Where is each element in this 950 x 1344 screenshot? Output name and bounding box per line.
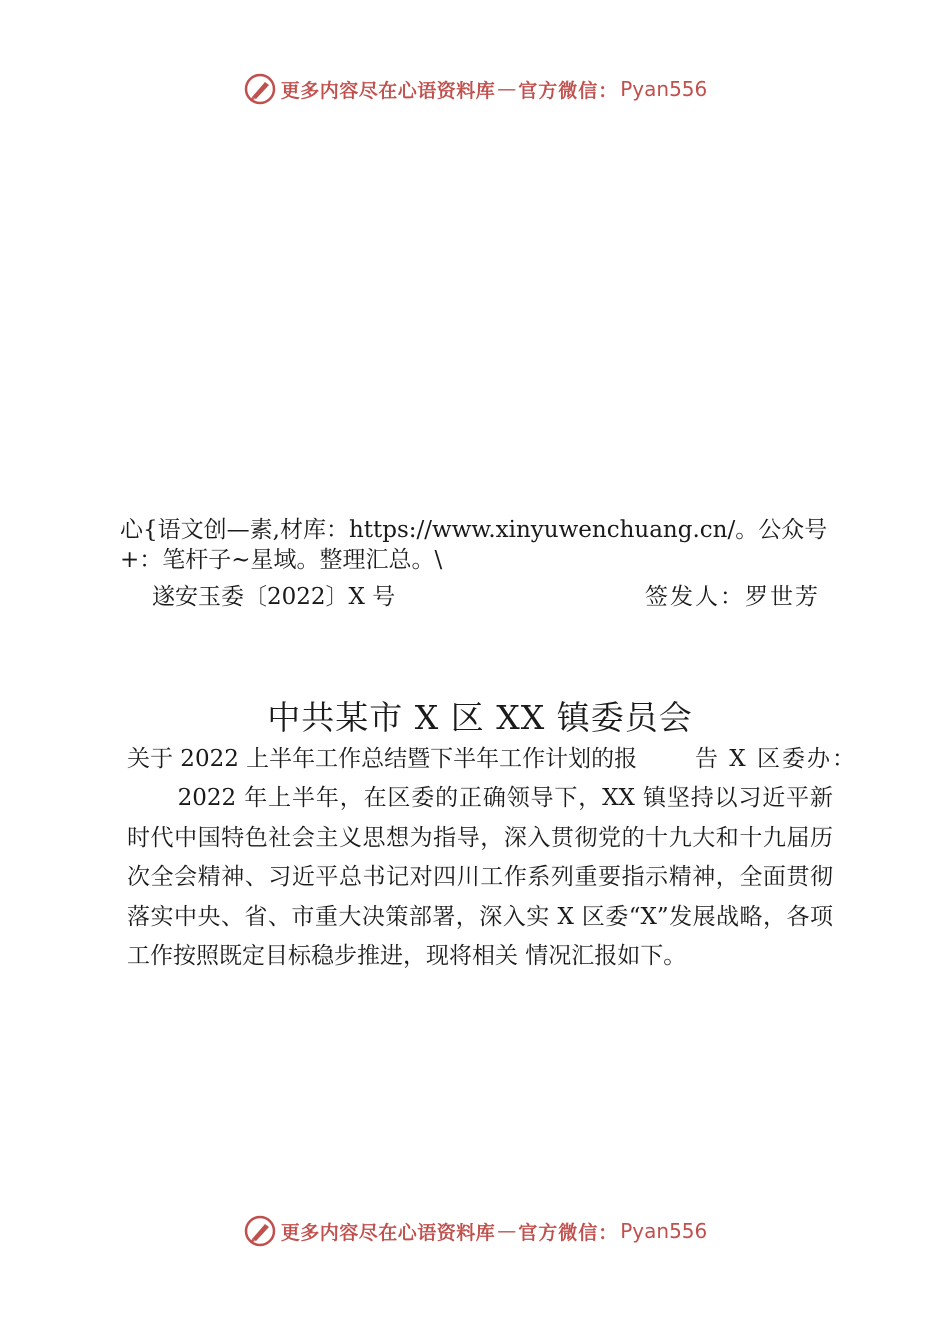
document-title: 中共某市 X 区 XX 镇委员会 (267, 698, 693, 737)
banner-brand-text: 更多内容尽在心语资料库 (280, 79, 496, 102)
document-recipient: 告 X 区委办： (695, 746, 857, 772)
banner-wechat-id: Pyan556 (620, 77, 708, 101)
signer: 签发人：罗世芳 (645, 584, 820, 610)
source-note: 心{语文创—素,材库：https://www.xinyuwenchuang.cn/。公众号+：笔杆子~星域。整理汇总。\ (120, 517, 828, 573)
document-subject: 关于 2022 上半年工作总结暨下半年工作计划的报 (127, 746, 638, 772)
banner-brand-text: 更多内容尽在心语资料库 (280, 1221, 496, 1244)
banner-official-label: 官方微信： (518, 79, 619, 102)
banner-wechat-id: Pyan556 (620, 1219, 708, 1243)
banner-official-label: 官方微信： (518, 1221, 619, 1244)
pen-logo-icon (243, 72, 277, 106)
document-number: 遂安玉委〔2022〕X 号 (152, 584, 396, 610)
banner-dash: — (497, 1220, 517, 1242)
footer-watermark-banner (0, 1214, 950, 1248)
body-paragraph: 2022 年上半年，在区委的正确领导下，XX 镇坚持以习近平新时代中国特色社会主义思想为指导，深入贯彻党的十九大和十九届历次全会精神、习近平总书记对四川工作系列重要指示精神，全面贯彻落实中央、省、市重大决策部署，深入实 X 区委“X”发展战略，各项工作按照既定目标稳步推进，现将相关 情况汇报如下。 (127, 785, 833, 969)
header-watermark-banner (0, 72, 950, 106)
banner-dash: — (497, 78, 517, 100)
pen-logo-icon (243, 1214, 277, 1248)
